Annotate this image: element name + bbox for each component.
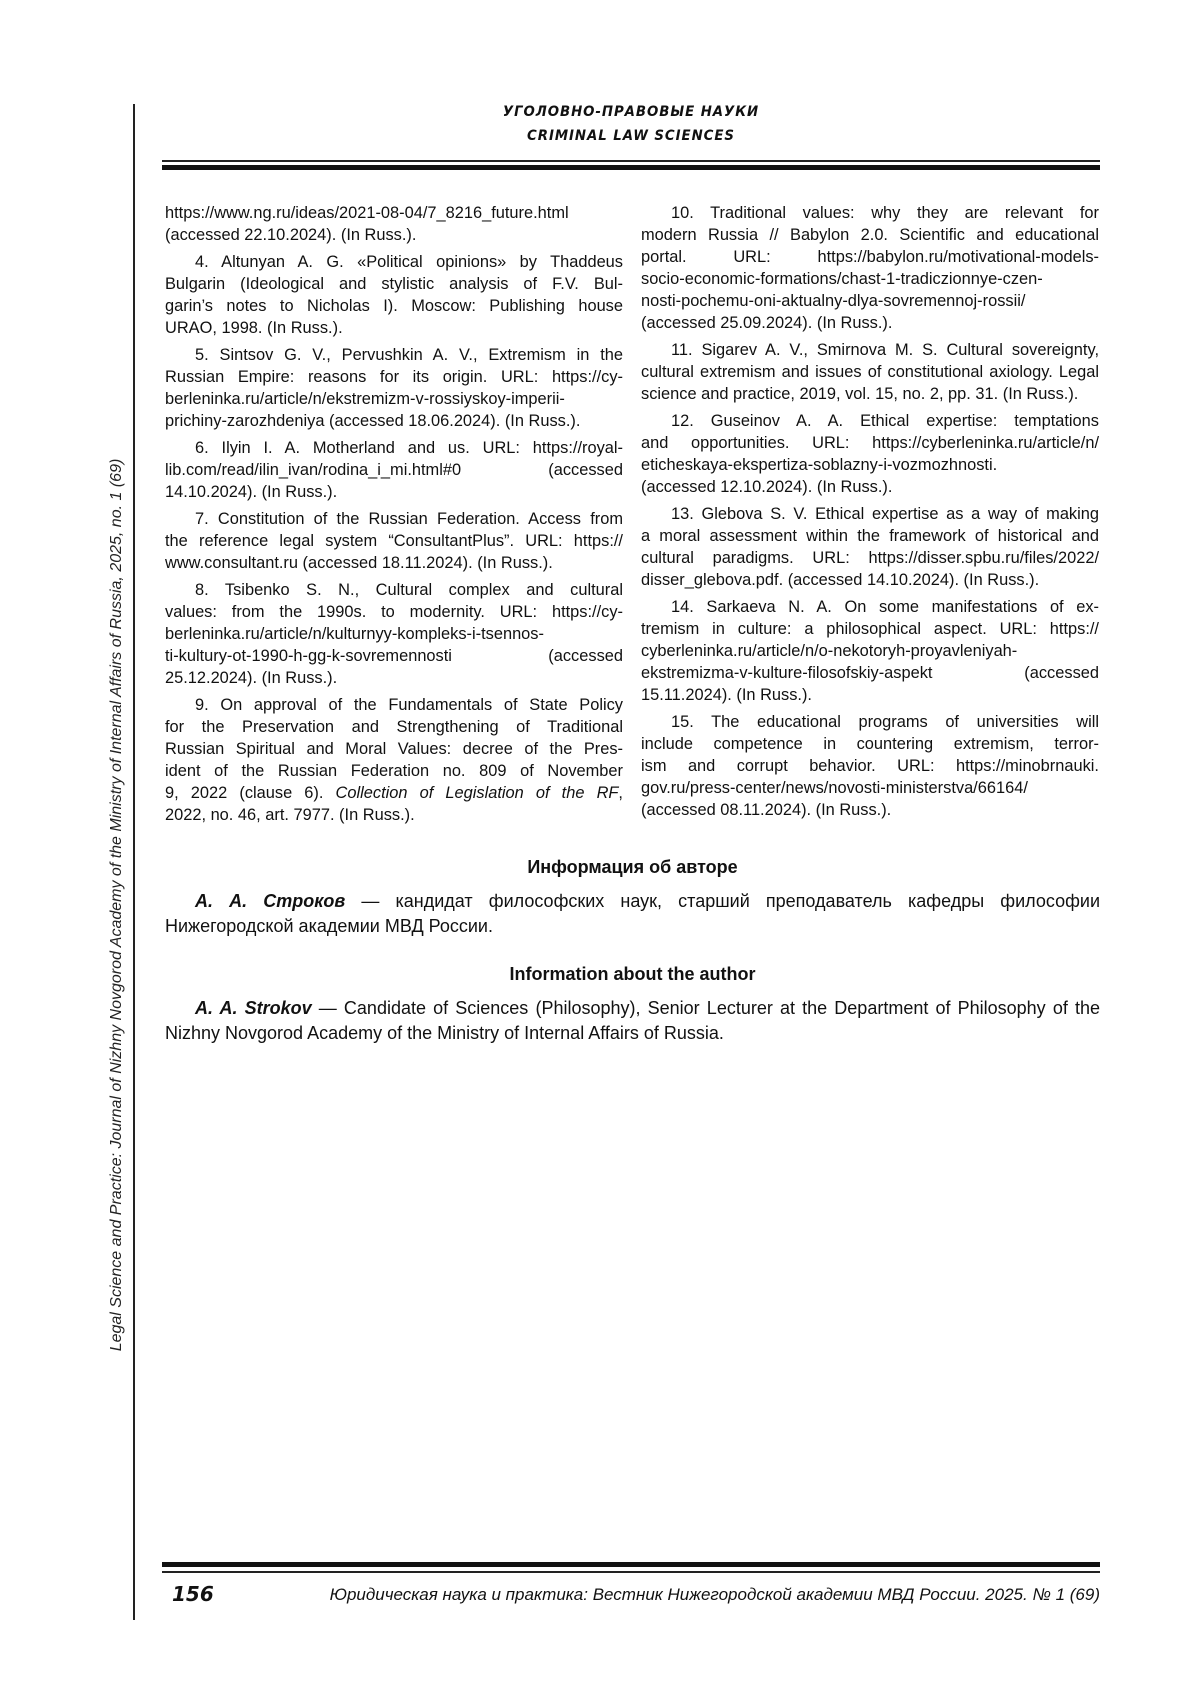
reference-line: the reference legal system “ConsultantPlus”. URL: https:// [165, 530, 623, 552]
header-rule-thin [162, 160, 1100, 162]
author-info-en [165, 962, 1100, 1046]
reference-item [165, 344, 623, 432]
reference-line: science and practice, 2019, vol. 15, no. 2, pp. 31. (In Russ.). [641, 383, 1099, 405]
author-info-ru [165, 855, 1100, 939]
footer-rule-thin [162, 1571, 1100, 1573]
author-info-heading-en: Information about the author [165, 962, 1100, 987]
reference-line: cultural paradigms. URL: https://disser.spbu.ru/files/2022/ [641, 547, 1099, 569]
reference-line: (accessed 22.10.2024). (In Russ.). [165, 224, 623, 246]
reference-line: 7. Constitution of the Russian Federation. Access from [165, 508, 623, 530]
reference-item [641, 339, 1099, 405]
reference-line: 6. Ilyin I. A. Motherland and us. URL: https://royal- [165, 437, 623, 459]
reference-item [641, 410, 1099, 498]
reference-line: Russian Empire: reasons for its origin. URL: https://cy- [165, 366, 623, 388]
section-title-ru: УГОЛОВНО-ПРАВОВЫЕ НАУКИ [185, 100, 1076, 124]
reference-item [165, 251, 623, 339]
footer-rule-thick [162, 1562, 1100, 1567]
reference-line: Bulgarin (Ideological and stylistic analysis of F.V. Bul- [165, 273, 623, 295]
reference-line: 9, 2022 (clause 6). Collection of Legislation of the RF, [165, 782, 623, 804]
reference-item [165, 202, 623, 246]
reference-line: socio-economic-formations/chast-1-tradiczionnye-czen- [641, 268, 1099, 290]
reference-line: Russian Spiritual and Moral Values: decree of the Pres- [165, 738, 623, 760]
reference-line: prichiny-zarozhdeniya (accessed 18.06.2024). (In Russ.). [165, 410, 623, 432]
reference-item [165, 508, 623, 574]
reference-line: (accessed 12.10.2024). (In Russ.). [641, 476, 1099, 498]
reference-line: 4. Altunyan A. G. «Political opinions» by Thaddeus [165, 251, 623, 273]
reference-line: include competence in countering extremism, terror- [641, 733, 1099, 755]
reference-item [165, 437, 623, 503]
reference-line: cyberleninka.ru/article/n/o-nekotoryh-proyavleniyah- [641, 640, 1099, 662]
footer-journal-title: Юридическая наука и практика: Вестник Нижегородской академии МВД России. 2025. № 1 (69) [330, 1585, 1100, 1605]
reference-line: 14. Sarkaeva N. A. On some manifestations of ex- [641, 596, 1099, 618]
reference-line: garin’s notes to Nicholas I). Moscow: Publishing house [165, 295, 623, 317]
reference-line: berleninka.ru/article/n/kulturnyy-kompleks-i-tsennos- [165, 623, 623, 645]
reference-line: (accessed 08.11.2024). (In Russ.). [641, 799, 1099, 821]
reference-line: modern Russia // Babylon 2.0. Scientific and educational [641, 224, 1099, 246]
reference-line: eticheskaya-ekspertiza-soblazny-i-vozmozhnosti. [641, 454, 1099, 476]
reference-line: URAO, 1998. (In Russ.). [165, 317, 623, 339]
reference-line: 13. Glebova S. V. Ethical expertise as a way of making [641, 503, 1099, 525]
references-left-column [165, 202, 623, 831]
reference-line: 14.10.2024). (In Russ.). [165, 481, 623, 503]
reference-line: 15.11.2024). (In Russ.). [641, 684, 1099, 706]
reference-item [165, 694, 623, 826]
reference-line: 10. Traditional values: why they are relevant for [641, 202, 1099, 224]
reference-line: 2022, no. 46, art. 7977. (In Russ.). [165, 804, 623, 826]
reference-line: a moral assessment within the framework of historical and [641, 525, 1099, 547]
reference-line: cultural extremism and issues of constitutional axiology. Legal [641, 361, 1099, 383]
reference-line: gov.ru/press-center/news/novosti-ministerstva/66164/ [641, 777, 1099, 799]
footer [162, 1582, 1100, 1610]
author-desc-ru: — кандидат философских наук, старший преподаватель кафедры философии Нижегородской академии МВД России. [165, 891, 1100, 936]
reference-line: nosti-pochemu-oni-aktualny-dlya-sovremennoj-rossii/ [641, 290, 1099, 312]
reference-line: 11. Sigarev A. V., Smirnova M. S. Cultural sovereignty, [641, 339, 1099, 361]
running-header [185, 100, 1076, 148]
author-desc-en: — Candidate of Sciences (Philosophy), Senior Lecturer at the Department of Philoso­phy of the Nizhny Novgorod Academy of the Ministry of Internal Affairs of Russia. [165, 998, 1100, 1043]
reference-line: portal. URL: https://babylon.ru/motivational-models- [641, 246, 1099, 268]
reference-item [641, 503, 1099, 591]
reference-line: (accessed 25.09.2024). (In Russ.). [641, 312, 1099, 334]
reference-line: 15. The educational programs of universities will [641, 711, 1099, 733]
margin-rule [133, 104, 135, 1620]
author-name-ru: А. А. Строков [195, 891, 345, 911]
reference-line: https://www.ng.ru/ideas/2021-08-04/7_8216_future.html [165, 202, 623, 224]
reference-line: 12. Guseinov A. A. Ethical expertise: temptations [641, 410, 1099, 432]
author-info-heading-ru: Информация об авторе [165, 855, 1100, 880]
author-name-en: A. A. Strokov [195, 998, 312, 1018]
reference-line: disser_glebova.pdf. (accessed 14.10.2024). (In Russ.). [641, 569, 1099, 591]
reference-item [641, 596, 1099, 706]
reference-line: www.consultant.ru (accessed 18.11.2024). (In Russ.). [165, 552, 623, 574]
references-right-column [641, 202, 1099, 826]
reference-line: ekstremizma-v-kulture-filosofskiy-aspekt (accessed [641, 662, 1099, 684]
reference-line: lib.com/read/ilin_ivan/rodina_i_mi.html#0 (accessed [165, 459, 623, 481]
reference-line: ident of the Russian Federation no. 809 of November [165, 760, 623, 782]
reference-line: 9. On approval of the Fundamentals of State Policy [165, 694, 623, 716]
reference-line: values: from the 1990s. to modernity. URL: https://cy- [165, 601, 623, 623]
reference-line: for the Preservation and Strengthening of Traditional [165, 716, 623, 738]
reference-item [165, 579, 623, 689]
reference-item [641, 711, 1099, 821]
page-number: 156 [172, 1582, 214, 1606]
section-title-en: CRIMINAL LAW SCIENCES [185, 124, 1076, 148]
side-journal-title: Legal Science and Practice: Journal of Nizhny Novgorod Academy of the Ministry of Internal Affairs of Russia, 2025, no. 1 (69) [108, 459, 126, 1352]
reference-line: tremism in culture: a philosophical aspect. URL: https:// [641, 618, 1099, 640]
reference-line: ism and corrupt behavior. URL: https://minobrnauki. [641, 755, 1099, 777]
reference-line: berleninka.ru/article/n/ekstremizm-v-rossiyskoy-imperii- [165, 388, 623, 410]
reference-line: 25.12.2024). (In Russ.). [165, 667, 623, 689]
reference-line: 5. Sintsov G. V., Pervushkin A. V., Extremism in the [165, 344, 623, 366]
reference-line: ti-kultury-ot-1990-h-gg-k-sovremennosti (accessed [165, 645, 623, 667]
header-rule-thick [162, 165, 1100, 170]
reference-line: 8. Tsibenko S. N., Cultural complex and cultural [165, 579, 623, 601]
reference-item [641, 202, 1099, 334]
reference-line: and opportunities. URL: https://cyberleninka.ru/article/n/ [641, 432, 1099, 454]
